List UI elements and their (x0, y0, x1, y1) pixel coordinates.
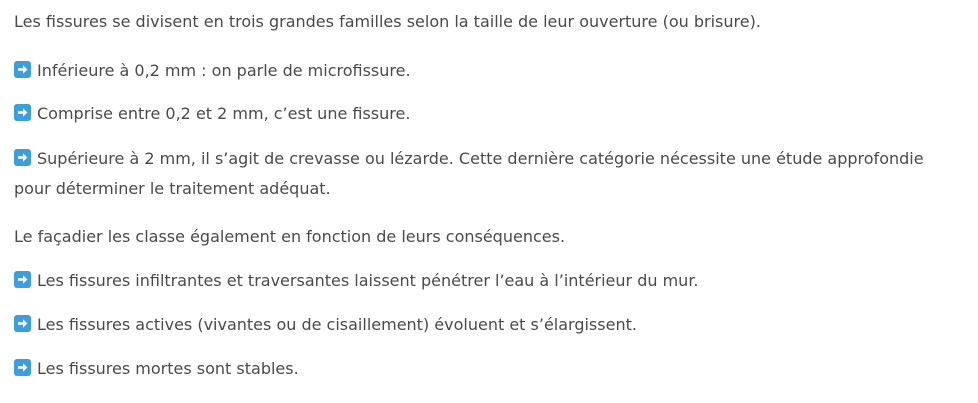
list-item-text: Inférieure à 0,2 mm : on parle de microfissure. (37, 61, 411, 80)
list-item-text: Les fissures infiltrantes et traversantes laissent pénétrer l’eau à l’intérieur du mur. (37, 271, 699, 290)
arrow-right-icon (14, 149, 31, 166)
intro-paragraph: Les fissures se divisent en trois grandes familles selon la taille de leur ouverture (ou brisure). (14, 12, 761, 31)
consequences-paragraph: Le façadier les classe également en fonction de leurs conséquences. (14, 227, 566, 246)
list-item-text: Comprise entre 0,2 et 2 mm, c’est une fissure. (37, 104, 411, 123)
list-item-text: Les fissures actives (vivantes ou de cisaillement) évoluent et s’élargissent. (37, 315, 637, 334)
list-item-consequence-1 (14, 266, 964, 296)
list-item-text: Supérieure à 2 mm, il s’agit de crevasse ou lézarde. Cette dernière catégorie nécessite une étude approfondie pour déterminer le traitement adéquat. (14, 149, 924, 198)
arrow-right-icon (14, 271, 31, 288)
arrow-right-icon (14, 61, 31, 78)
list-item-size-3 (14, 144, 964, 204)
arrow-right-icon (14, 359, 31, 376)
list-item-text: Les fissures mortes sont stables. (37, 359, 299, 378)
list-item-consequence-2 (14, 310, 964, 340)
list-item-size-1 (14, 56, 964, 86)
list-item-consequence-3 (14, 354, 964, 384)
list-item-size-2 (14, 99, 964, 129)
arrow-right-icon (14, 315, 31, 332)
arrow-right-icon (14, 104, 31, 121)
